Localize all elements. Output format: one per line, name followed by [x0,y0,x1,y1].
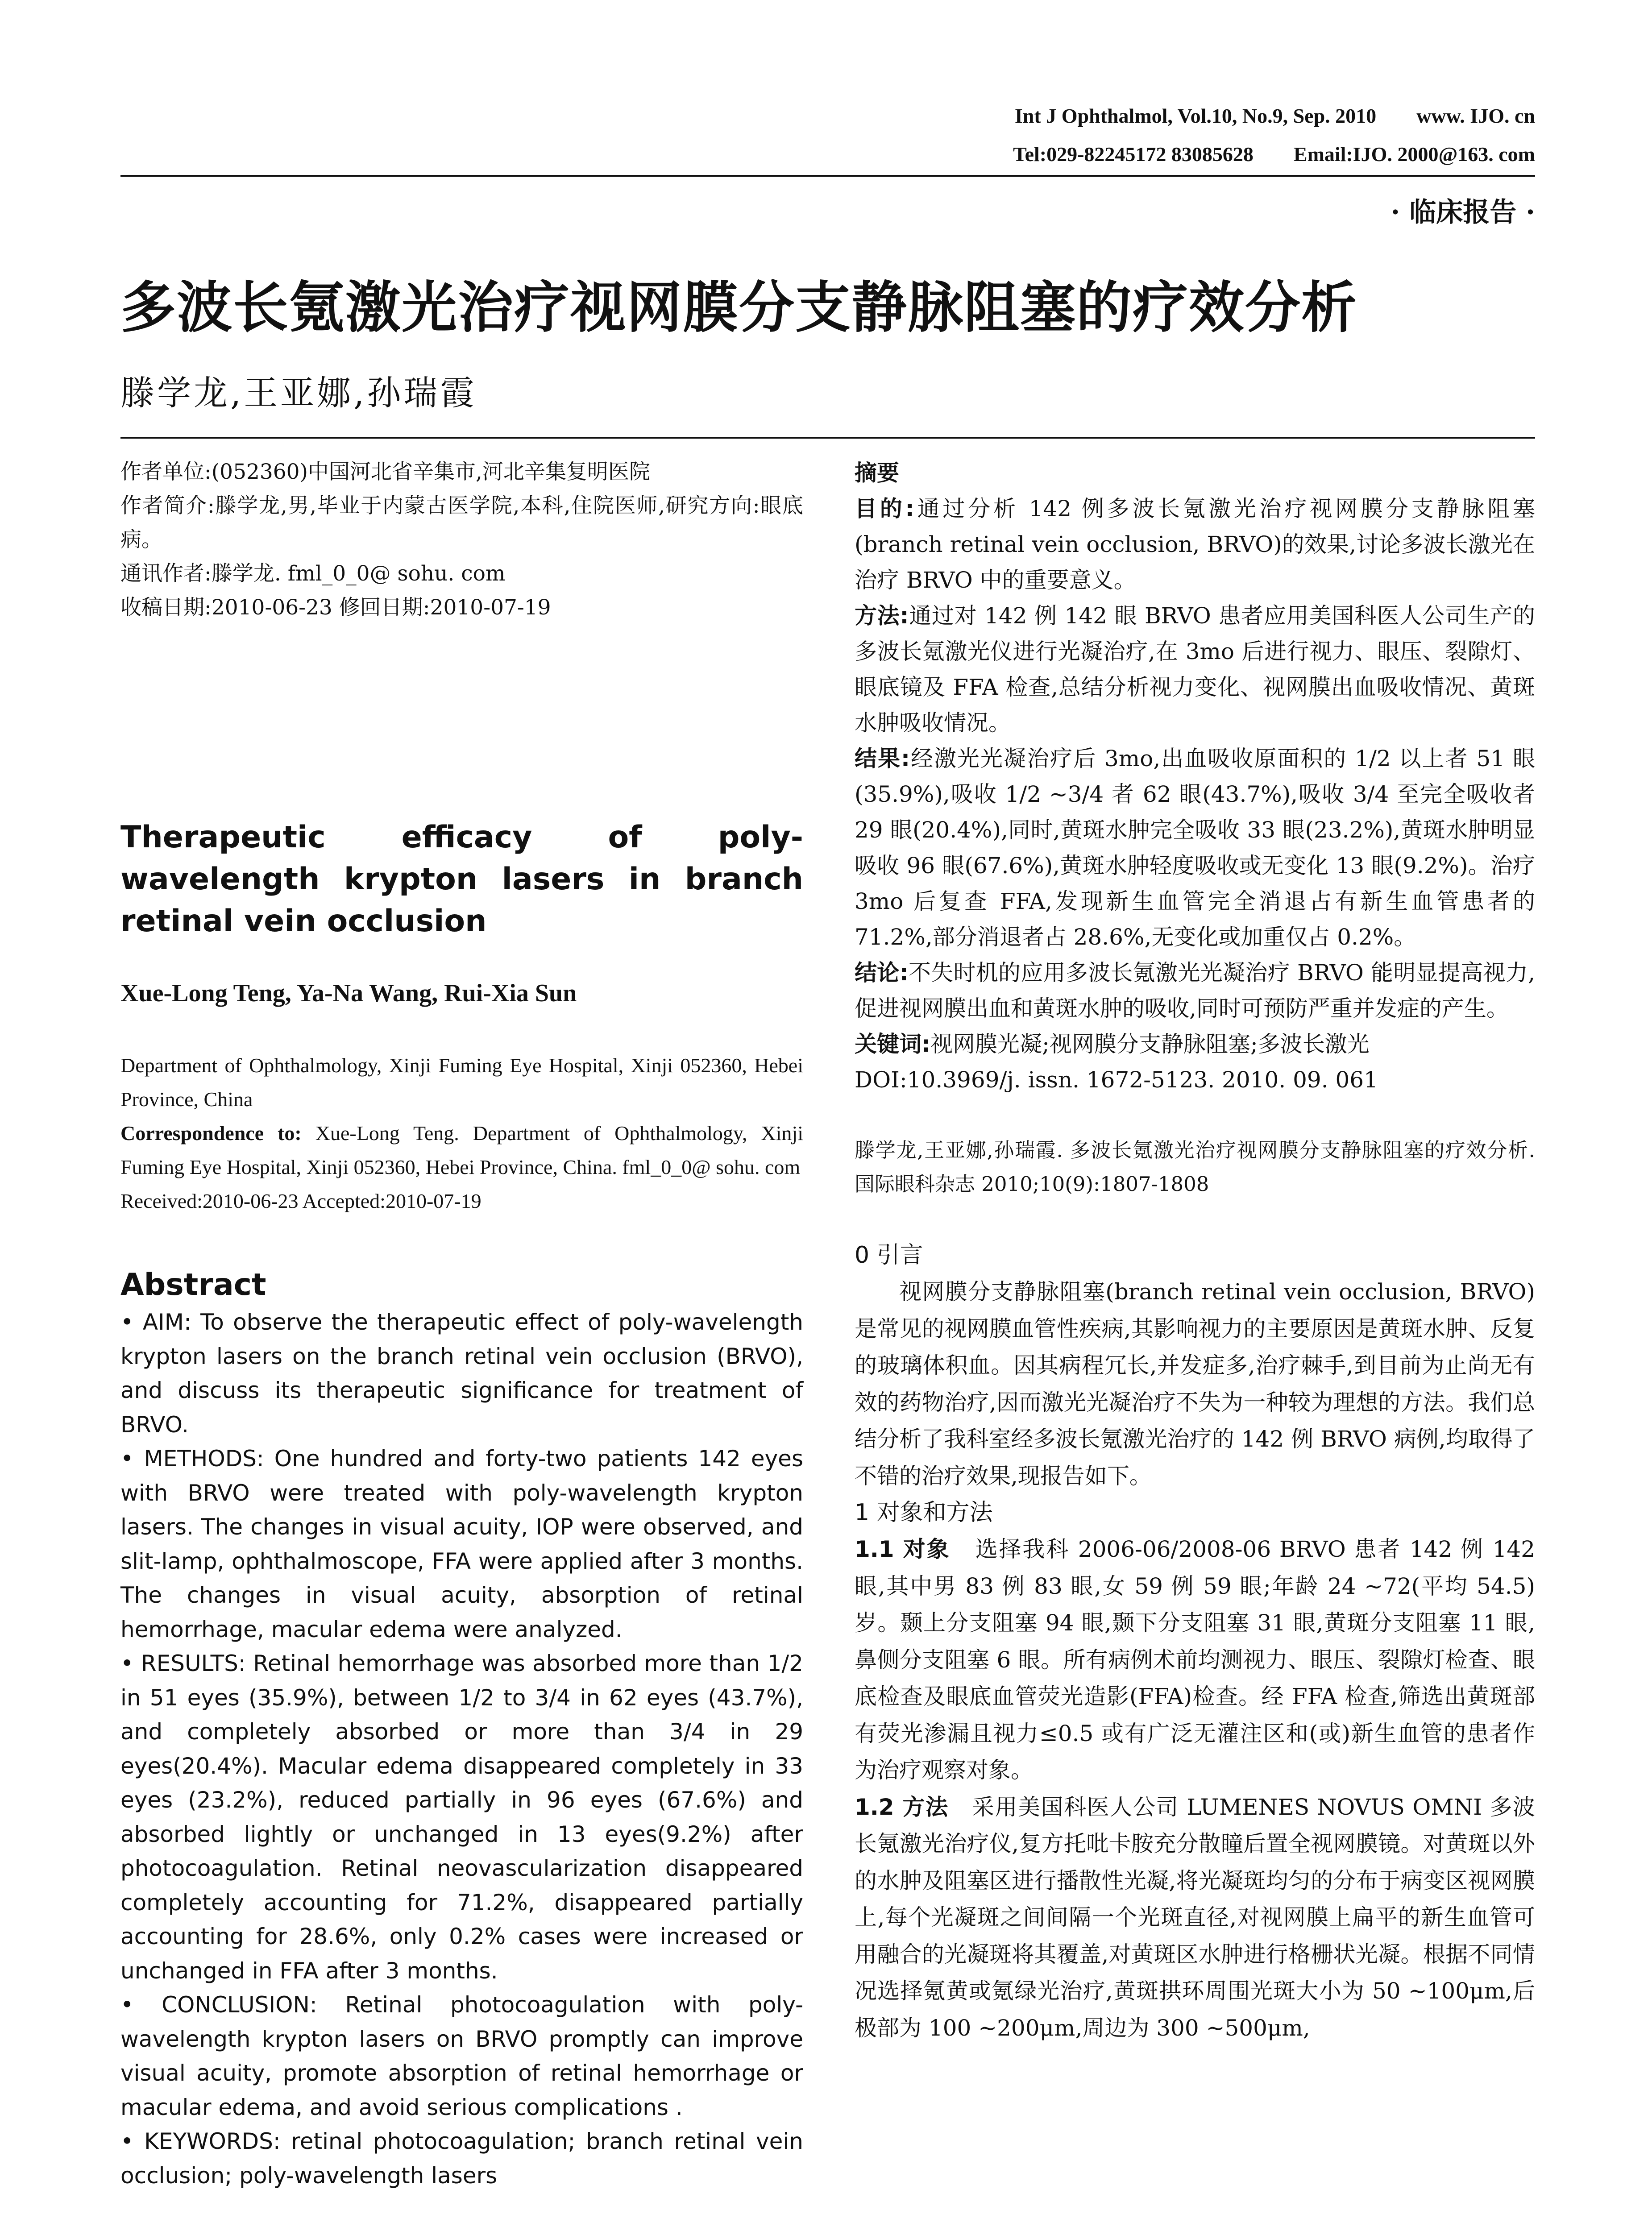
abstract-heading-en: Abstract [120,1267,266,1302]
abstract-keywords-zh [855,1026,1535,1062]
dates-zh: 收稿日期:2010-06-23 修回日期:2010-07-19 [120,595,551,620]
doi: DOI:10.3969/j. issn. 1672-5123. 2010. 09. 061 [855,1067,1378,1093]
section-1-2-label: 1.2 方法 [855,1794,949,1820]
abstract-keywords: • KEYWORDS: retinal photocoagulation; branch retinal vein occlusion; poly-wavelength lasers [120,2128,803,2189]
title-en: Therapeutic efficacy of poly-wavelength krypton lasers in branch retinal vein occlusion [120,820,803,939]
results-text-zh: 经激光光凝治疗后 3mo,出血吸收原面积的 1/2 以上者 51 眼(35.9%),吸收 1/2 ~3/4 者 62 眼(43.7%),吸收 3/4 至完全吸收者 29 眼(20.4%),同时,黄斑水肿完全吸收 33 眼(23.2%),黄斑水肿明显吸收 96 眼(67.6%),黄斑水肿轻度吸收或无变化 13 眼(9.2%)。治疗 3mo 后复查 FFA,发现新生血管完全消退占有新生血管患者的 71.2%,部分消退者占 28.6%,无变化或加重仅占 0.2%。 [855,746,1535,950]
section-1-2-text: 采用美国科医人公司 LUMENES NOVUS OMNI 多波长氪激光治疗仪,复方托吡卡胺充分散瞳后置全视网膜镜。对黄斑以外的水肿及阻塞区进行播散性光凝,将光凝斑均匀的分布于病变区视网膜上,每个光凝斑之间间隔一个光斑直径,对视网膜上扁平的新生血管可用融合的光凝斑将其覆盖,对黄斑区水肿进行格栅状光凝。根据不同情况选择氪黄或氪绿光治疗,黄斑拱环周围光斑大小为 50 ~100μm,后极部为 100 ~200μm,周边为 300 ~500μm, [855,1794,1536,2041]
dates-en: Received:2010-06-23 Accepted:2010-07-19 [120,1190,481,1212]
journal-tel: Tel:029-82245172 83085628 [1013,143,1254,166]
correspondence-text: Xue-Long Teng. Department of Ophthalmology, Xinji Fuming Eye Hospital, Xinji 052360, Hebei Province, China. fml_0_0@ sohu. com [120,1122,803,1178]
section-0-body: 视网膜分支静脉阻塞(branch retinal vein occlusion, BRVO)是常见的视网膜血管性疾病,其影响视力的主要原因是黄斑水肿、反复的玻璃体积血。因其病程冗长,并发症多,治疗棘手,到目前为止尚无有效的药物治疗,因而激光光凝治疗不失为一种较为理想的方法。我们总结分析了我科室经多波长氪激光治疗的 142 例 BRVO 病例,均取得了不错的治疗效果,现报告如下。 [855,1279,1535,1489]
authors-zh: 滕学龙,王亚娜,孙瑞霞 [120,373,477,413]
running-header-line1 [1015,102,1535,130]
conclusion-text-zh: 不失时机的应用多波长氪激光光凝治疗 BRVO 能明显提高视力,促进视网膜出血和黄斑水肿的吸收,同时可预防严重并发症的产生。 [855,960,1536,1021]
methods-label-zh: 方法: [855,603,909,629]
article-category: · 临床报告 · [1391,197,1535,228]
abstract-conclusion: • CONCLUSION: Retinal photocoagulation with poly-wavelength krypton lasers on BRVO promptly can improve visual acuity, promote absorption of retinal hemorrhage or macular edema, and avoid serious complications . [120,1992,803,2120]
department-en: Department of Ophthalmology, Xinji Fuming Eye Hospital, Xinji 052360, Hebei Province, China [120,1054,803,1111]
correspondence-label: Correspondence to: [120,1122,302,1145]
section-1-1-label: 1.1 对象 [855,1536,951,1562]
section-0-heading: 0 引言 [855,1242,923,1269]
methods-text-zh: 通过对 142 例 142 眼 BRVO 患者应用美国科医人公司生产的多波长氪激光仪进行光凝治疗,在 3mo 后进行视力、眼压、裂隙灯、眼底镜及 FFA 检查,总结分析视力变化、视网膜出血吸收情况、黄斑水肿吸收情况。 [855,603,1536,736]
keywords-label-zh: 关键词: [855,1031,930,1057]
journal-issue: Int J Ophthalmol, Vol.10, No.9, Sep. 2010 [1014,104,1377,127]
affiliation-zh: 作者单位:(052360)中国河北省辛集市,河北辛集复明医院 [120,460,650,484]
title-rule [120,437,1535,439]
corresponding-zh: 通讯作者:滕学龙. fml_0_0@ sohu. com [120,561,506,586]
header-rule [120,175,1535,177]
journal-email: Email:IJO. 2000@163. com [1293,143,1535,166]
section-1-2 [855,1789,1535,2047]
abstract-results: • RESULTS: Retinal hemorrhage was absorbed more than 1/2 in 51 eyes (35.9%), between 1/2 to 3/4 in 62 eyes (43.7%), and completely absorbed or more than 3/4 in 29 eyes(20.4%). Macular edema disappeared completely in 33 eyes (23.2%), reduced partially in 96 eyes (67.6%) and absorbed lightly or unchanged in 13 eyes(9.2%) after photocoagulation. Retinal neovascularization disappeared completely accounting for 71.2%, disappeared partially accounting for 28.6%, only 0.2% cases were increased or unchanged in FFA after 3 months. [120,1650,803,1984]
abstract-heading-zh: 摘要 [855,460,899,486]
author-bio-zh: 作者简介:滕学龙,男,毕业于内蒙古医学院,本科,住院医师,研究方向:眼底病。 [120,493,803,552]
running-header-line2 [1013,140,1535,169]
journal-website: www. IJO. cn [1416,104,1535,127]
authors-en: Xue-Long Teng, Ya-Na Wang, Rui-Xia Sun [120,979,577,1007]
aim-text-zh: 通过分析 142 例多波长氪激光治疗视网膜分支静脉阻塞(branch retinal vein occlusion, BRVO)的效果,讨论多波长激光在治疗 BRVO 中的重要意义。 [855,496,1535,593]
correspondence-en [120,1116,803,1184]
left-column [120,455,803,2231]
abstract-body-en [120,1305,803,2193]
section-1-1 [855,1531,1535,1789]
abstract-methods-zh [855,598,1535,741]
author-info-zh [120,455,803,625]
citation-zh: 滕学龙,王亚娜,孙瑞霞. 多波长氪激光治疗视网膜分支静脉阻塞的疗效分析. 国际眼科杂志 2010;10(9):1807-1808 [855,1138,1535,1196]
abstract-results-zh [855,741,1535,955]
title-zh: 多波长氪激光治疗视网膜分支静脉阻塞的疗效分析 [120,276,1358,340]
results-label-zh: 结果: [855,746,910,771]
section-1-heading: 1 对象和方法 [855,1499,993,1526]
right-column [855,455,1535,2046]
aim-label-zh: 目的: [855,496,914,522]
abstract-conclusion-zh [855,955,1535,1026]
abstract-aim-zh [855,491,1535,598]
abstract-aim: • AIM: To observe the therapeutic effect of poly-wavelength krypton lasers on the branch retinal vein occlusion (BRVO), and discuss its therapeutic significance for treatment of BRVO. [120,1309,803,1438]
affiliation-en [120,1049,803,1218]
conclusion-label-zh: 结论: [855,960,909,986]
section-1-1-text: 选择我科 2006-06/2008-06 BRVO 患者 142 例 142 眼,其中男 83 例 83 眼,女 59 例 59 眼;年龄 24 ~72(平均 54.5)岁。颞上分支阻塞 94 眼,颞下分支阻塞 31 眼,黄斑分支阻塞 11 眼,鼻侧分支阻塞 6 眼。所有病例术前均测视力、眼压、裂隙灯检查、眼底检查及眼底血管荧光造影(FFA)检查。经 FFA 检查,筛选出黄斑部有荧光渗漏且视力≤0.5 或有广泛无灌注区和(或)新生血管的患者作为治疗观察对象。 [855,1536,1536,1783]
abstract-methods: • METHODS: One hundred and forty-two patients 142 eyes with BRVO were treated with poly-wavelength krypton lasers. The changes in visual acuity, IOP were observed, and slit-lamp, ophthalmoscope, FFA were applied after 3 months. The changes in visual acuity, absorption of retinal hemorrhage, macular edema were analyzed. [120,1446,803,1642]
keywords-text-zh: 视网膜光凝;视网膜分支静脉阻塞;多波长激光 [930,1031,1370,1057]
